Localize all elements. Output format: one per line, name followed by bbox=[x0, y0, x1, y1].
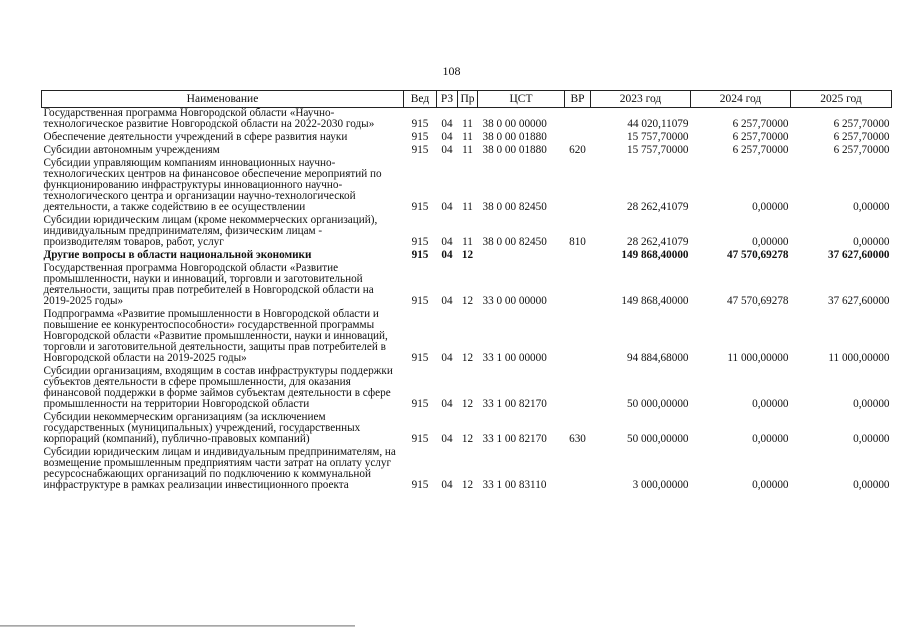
row-2024-cell: 6 257,70000 bbox=[732, 144, 789, 156]
row-vr-cell: 630 bbox=[569, 433, 586, 445]
row-pr-cell: 12 bbox=[461, 433, 474, 445]
row-2023-cell: 94 884,68000 bbox=[626, 352, 689, 364]
row-rz-cell: 04 bbox=[441, 131, 453, 143]
table-row bbox=[42, 412, 892, 447]
table-row bbox=[42, 447, 892, 493]
row-ved-cell: 915 bbox=[411, 398, 429, 410]
row-2025-cell: 0,00000 bbox=[853, 201, 890, 213]
row-pr-cell: 12 bbox=[461, 352, 474, 364]
header-cell: ЦСТ bbox=[478, 91, 565, 108]
row-rz-cell: 04 bbox=[441, 118, 453, 130]
row-pr-cell: 12 bbox=[461, 398, 474, 410]
row-cst-cell: 33 1 00 00000 bbox=[482, 352, 547, 364]
row-2025-cell: 6 257,70000 bbox=[833, 144, 890, 156]
row-name-cell: Субсидии некоммерческим организациям (за исключением государственных (муниципальных) учреждений, государственных корпораций (компаний), публично-правовых компаний) bbox=[43, 411, 361, 445]
row-vr-cell bbox=[565, 158, 591, 215]
row-2024-cell: 0,00000 bbox=[752, 433, 789, 445]
row-rz-cell: 04 bbox=[441, 249, 453, 261]
row-vr-cell bbox=[565, 108, 591, 133]
row-2023-cell: 28 262,41079 bbox=[626, 201, 689, 213]
row-2023-cell: 44 020,11079 bbox=[627, 118, 689, 130]
row-vr-cell bbox=[565, 309, 591, 366]
row-pr-cell: 11 bbox=[462, 201, 473, 213]
row-2024-cell: 0,00000 bbox=[752, 398, 789, 410]
row-2025-cell: 11 000,00000 bbox=[828, 352, 890, 364]
row-2024-cell: 11 000,00000 bbox=[727, 352, 789, 364]
row-ved-cell: 915 bbox=[411, 131, 429, 143]
row-ved-cell: 915 bbox=[411, 249, 429, 261]
table-body bbox=[42, 108, 892, 494]
row-cst-cell: 38 0 00 01880 bbox=[482, 131, 547, 143]
row-vr-cell bbox=[565, 263, 591, 309]
row-cst-cell: 38 0 00 82450 bbox=[482, 236, 547, 248]
row-vr-cell: 620 bbox=[569, 144, 586, 156]
header-cell: РЗ bbox=[437, 91, 458, 108]
row-2023-cell: 149 868,40000 bbox=[621, 249, 689, 261]
row-name-cell: Государственная программа Новгородской области «Научно-технологическое развитие Новгородской области на 2022-2030 годы» bbox=[43, 107, 375, 130]
row-pr-cell: 12 bbox=[461, 479, 474, 491]
row-rz-cell: 04 bbox=[441, 433, 453, 445]
row-rz-cell: 04 bbox=[441, 479, 453, 491]
row-name-cell: Подпрограмма «Развитие промышленности в Новгородской области и повышение ее конкурентоспособности» государственной программы Новгородской области «Развитие промышленности, науки и инноваций, торговли и заготовительной деятельности, защиты прав потребителей в Новгородской области на 2019-2025 годы» bbox=[43, 308, 388, 364]
header-cell: Наименование bbox=[42, 91, 404, 108]
header-cell: Вед bbox=[404, 91, 437, 108]
row-2024-cell: 0,00000 bbox=[752, 479, 789, 491]
row-2025-cell: 0,00000 bbox=[853, 479, 890, 491]
row-cst-cell: 33 1 00 83110 bbox=[482, 479, 547, 491]
row-rz-cell: 04 bbox=[441, 144, 453, 156]
row-2024-cell: 0,00000 bbox=[752, 201, 789, 213]
row-2025-cell: 37 627,60000 bbox=[827, 295, 890, 307]
row-2023-cell: 15 757,70000 bbox=[626, 131, 689, 143]
row-2025-cell: 6 257,70000 bbox=[833, 131, 890, 143]
row-rz-cell: 04 bbox=[441, 236, 453, 248]
row-2025-cell: 37 627,60000 bbox=[827, 249, 890, 261]
table-row bbox=[42, 215, 892, 250]
row-cst-cell: 33 1 00 82170 bbox=[482, 433, 547, 445]
row-ved-cell: 915 bbox=[411, 236, 429, 248]
header-cell: 2025 год bbox=[791, 91, 892, 108]
row-cst-cell: 33 0 00 00000 bbox=[482, 295, 547, 307]
row-name-cell: Обеспечение деятельности учреждений в сфере развития науки bbox=[43, 131, 348, 143]
row-vr-cell bbox=[565, 250, 591, 263]
row-rz-cell: 04 bbox=[441, 352, 453, 364]
row-ved-cell: 915 bbox=[411, 352, 429, 364]
row-2025-cell: 0,00000 bbox=[853, 398, 890, 410]
row-ved-cell: 915 bbox=[411, 295, 429, 307]
row-2024-cell: 6 257,70000 bbox=[732, 131, 789, 143]
header-cell: Пр bbox=[458, 91, 478, 108]
row-pr-cell: 12 bbox=[461, 249, 474, 261]
row-2024-cell: 47 570,69278 bbox=[726, 295, 789, 307]
table-row bbox=[42, 158, 892, 215]
row-ved-cell: 915 bbox=[411, 479, 429, 491]
row-2023-cell: 28 262,41079 bbox=[626, 236, 689, 248]
page-number: 108 bbox=[442, 64, 461, 78]
row-rz-cell: 04 bbox=[441, 295, 453, 307]
row-pr-cell: 11 bbox=[462, 144, 473, 156]
table-row bbox=[42, 108, 892, 133]
table-row bbox=[42, 263, 892, 309]
row-name-cell: Государственная программа Новгородской области «Развитие промышленности, науки и инноваций, торговли и заготовительной деятельности, защиты прав потребителей в Новгородской области на 2019-2025 годы» bbox=[43, 262, 374, 307]
row-2024-cell: 0,00000 bbox=[752, 236, 789, 248]
row-vr-cell bbox=[565, 366, 591, 412]
row-2023-cell: 149 868,40000 bbox=[621, 295, 689, 307]
row-ved-cell: 915 bbox=[411, 201, 429, 213]
row-cst-cell: 38 0 00 01880 bbox=[482, 144, 547, 156]
row-pr-cell: 11 bbox=[462, 236, 473, 248]
row-2025-cell: 0,00000 bbox=[853, 236, 890, 248]
row-pr-cell: 11 bbox=[462, 118, 473, 130]
row-ved-cell: 915 bbox=[411, 118, 429, 130]
row-cst-cell bbox=[478, 250, 565, 263]
row-ved-cell: 915 bbox=[411, 144, 429, 156]
header-cell: 2023 год bbox=[591, 91, 691, 108]
table-row bbox=[42, 366, 892, 412]
row-ved-cell: 915 bbox=[411, 433, 429, 445]
row-2024-cell: 6 257,70000 bbox=[732, 118, 789, 130]
row-cst-cell: 38 0 00 82450 bbox=[482, 201, 547, 213]
row-2024-cell: 47 570,69278 bbox=[726, 249, 789, 261]
row-2023-cell: 3 000,00000 bbox=[632, 479, 689, 491]
row-cst-cell: 33 1 00 82170 bbox=[482, 398, 547, 410]
row-name-cell: Субсидии автономным учреждениям bbox=[43, 144, 220, 156]
row-name-cell: Субсидии юридическим лицам и индивидуальным предпринимателям, на возмещение промышленным предприятиям части затрат на оплату услуг ресурсоснабжающих организаций по подключению к коммунальной инфраструктуре в рамках реализации инвестиционного проекта bbox=[43, 446, 396, 491]
row-name-cell: Субсидии организациям, входящим в состав инфраструктуры поддержки субъектов деятельности в сфере промышленности, для оказания финансовой поддержки в форме займов субъектам деятельности в сфере промышленности на территории Новгородской области bbox=[43, 365, 393, 410]
row-2023-cell: 50 000,00000 bbox=[626, 398, 689, 410]
header-cell: 2024 год bbox=[691, 91, 791, 108]
row-name-cell: Субсидии юридическим лицам (кроме некоммерческих организаций), индивидуальным предпринимателям, физическим лицам - производителям товаров, работ, услуг bbox=[43, 214, 378, 248]
table-header-row bbox=[42, 91, 892, 108]
row-2023-cell: 50 000,00000 bbox=[626, 433, 689, 445]
table-row bbox=[42, 309, 892, 366]
row-rz-cell: 04 bbox=[441, 201, 453, 213]
row-vr-cell: 810 bbox=[569, 236, 586, 248]
budget-table bbox=[41, 90, 892, 493]
row-2023-cell: 15 757,70000 bbox=[626, 144, 689, 156]
row-name-cell: Другие вопросы в области национальной экономики bbox=[43, 249, 312, 261]
row-rz-cell: 04 bbox=[441, 398, 453, 410]
row-cst-cell: 38 0 00 00000 bbox=[482, 118, 547, 130]
header-cell: ВР bbox=[565, 91, 591, 108]
row-vr-cell bbox=[565, 447, 591, 493]
bottom-rule bbox=[0, 625, 355, 627]
row-2025-cell: 0,00000 bbox=[853, 433, 890, 445]
row-pr-cell: 12 bbox=[461, 295, 474, 307]
row-name-cell: Субсидии управляющим компаниям инновационных научно-технологических центров на финансовое обеспечение мероприятий по функционированию инфраструктуры инновационного научно-технологического центра и организации научно-технологической деятельности, а также содействию в ее осуществлении bbox=[43, 157, 382, 213]
row-2025-cell: 6 257,70000 bbox=[833, 118, 890, 130]
row-pr-cell: 11 bbox=[462, 131, 473, 143]
